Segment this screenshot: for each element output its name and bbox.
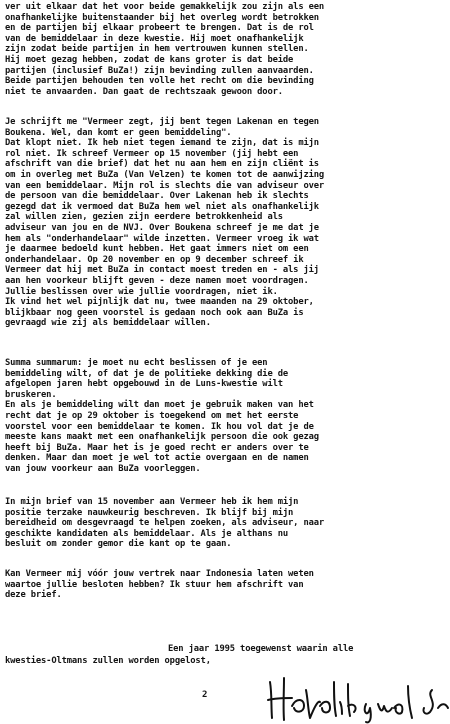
paragraph-mediator-role: ver uit elkaar dat het voor beide gemakkelijk zou zijn als een onafhankelijke buitenstaander bij het overleg wordt betrokken en de partijen bij elkaar probeert te brengen. Dat is de rol van de bemiddelaar in deze kwestie. Hij moet onafhankelijk zijn zodat beide partijen in hem vertrouwen kunnen stellen. Hij moet gezag hebben, zodat de kans groter is dat beide partijen (inclusief BuZa!) zijn bevinding zullen aanvaarden. Beide partijen behouden ten volle het recht om die bevinding niet te anvaarden. Dan gaat de rechtszaak gewoon door. [5,2,325,97]
page-number: 2 [202,690,208,700]
paragraph-vermeer-response: Je schrijft me "Vermeer zegt, jij bent tegen Lakenan en tegen Boukena. Wel, dan komt er geen bemiddeling". Dat klopt niet. Ik heb niet tegen iemand te zijn, dat is mijn rol niet. Ik schreef Vermeer op 15 november (jij hebt een afschrift van die brief) dat het nu aan hem en zijn cliënt is om in overleg met BuZa (Van Velzen) te komen tot de aanwijzing van een bemiddelaar. Mijn rol is slechts die van adviseur over de persoon van die bemiddelaar. Over Lakenan heb ik slechts gezegd dat ik vermoed dat BuZa hem wel niet als onafhankelijk zal willen zien, gezien zijn eerdere betrokkenheid als adviseur van jou en de NVJ. Over Boukena schreef je me dat je hem als "onderhandelaar" wilde inzetten. Vermeer vroeg ik wat je daarmee bedoeld kunt hebben. Het gaat immers niet om een onderhandelaar. Op 20 november en op 9 december schreef ik Vermeer dat hij met BuZa in contact moest treden en - als jij aan hen voorkeur blijft geven - deze namen moet voordragen. Jullie beslissen over wie jullie voordragen, niet ik. Ik vind het wel pijnlijk dat nu, twee maanden na 29 oktober, blijkbaar nog geen voorstel is gedaan noch ook aan BuZa is gevraagd wie zij als bemiddelaar willen. [5,117,325,329]
closing-line: Een jaar 1995 toegewenst waarin alle [168,644,354,654]
paragraph-request: Kan Vermeer mij vóór jouw vertrek naar Indonesia laten weten waartoe jullie besloten hebben? Ik stuur hem afschrift van deze brief. [5,569,314,601]
handwritten-signature [262,672,450,724]
paragraph-position: In mijn brief van 15 november aan Vermeer heb ik hem mijn positie terzake nauwkeurig beschreven. Ik blijf bij mijn bereidheid om desgevraagd te helpen zoeken, als adviseur, naar geschikte kandidaten als bemiddelaar. Als je althans nu besluit om zonder gemor die kant op te gaan. [5,497,325,550]
closing-line: kwesties-Oltmans zullen worden opgelost, [5,656,211,666]
paragraph-summary: Summa summarum: je moet nu echt beslissen of je een bemiddeling wilt, of dat je de politieke dekking die de afgelopen jaren hebt opgebouwd in de Luns-kwestie wilt bruskeren. En als je bemiddeling wilt dan moet je gebruik maken van het recht dat je op 29 oktober is toegekend om met het eerste voorstel voor een bemiddelaar te komen. Ik hou vol dat je de meeste kans maakt met een onafhankelijk persoon die ook gezag heeft bij BuZa. Maar het is je goed recht er anders over te denken. Maar dan moet je wel tot actie overgaan en de namen van jouw voorkeur aan BuZa voorleggen. [5,358,319,474]
